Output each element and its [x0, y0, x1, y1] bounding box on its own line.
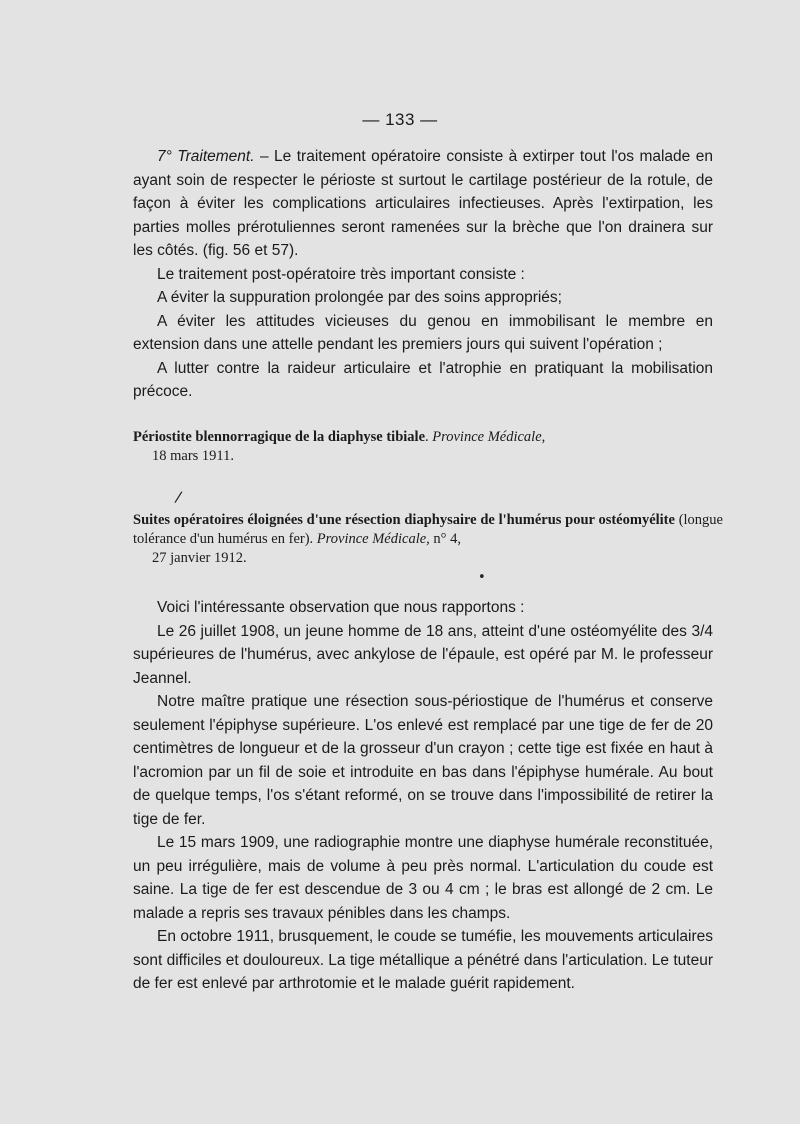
page-number: — 133 — — [362, 110, 438, 129]
reference-date: 27 janvier 1912. — [152, 550, 247, 566]
reference-entry — [133, 511, 723, 568]
treatment-paragraph: Le traitement post-opératoire très important consiste : — [157, 265, 525, 283]
ink-mark: • — [478, 570, 486, 585]
observation-paragraph: Le 15 mars 1909, une radiographie montre une diaphyse humérale reconstituée, un peu irrégulière, mais de volume à peu près normal. L'articulation du coude est saine. La tige de fer est descendue de 3 ou 4 cm ; le bras est allongé de 2 cm. Le malade a repris ses travaux pénibles dans les champs. — [133, 834, 713, 922]
treatment-paragraph — [133, 145, 713, 263]
reference-entry — [133, 428, 723, 466]
reference-issue: n° 4, — [429, 531, 461, 547]
observation-paragraph: Notre maître pratique une résection sous-périostique de l'humérus et conserve seulement l'épiphyse supérieure. L'os enlevé est remplacé par une tige de fer de 20 centimètres de longueur et de la grosseur d'un crayon ; cette tige est fixée en haut à l'acromion par un fil de soie et introduite en bas dans l'épiphyse humérale. Au bout de quelque temps, l'os s'étant reformé, on se trouve dans l'impossibilité de retirer la tige de fer. — [133, 693, 713, 828]
treatment-paragraph: A éviter les attitudes vicieuses du genou en immobilisant le membre en extension dans une attelle pendant les premiers jours qui suivent l'opération ; — [133, 312, 713, 353]
reference-journal: Province Médicale, — [316, 531, 430, 547]
reference-date: 18 mars 1911. — [152, 448, 235, 464]
observation-paragraph: En octobre 1911, brusquement, le coude se tuméfie, les mouvements articulaires sont difficiles et douloureux. La tige métallique a pénétré dans l'articulation. Le tuteur de fer est enlevé par arthrotomie et le malade guérit rapidement. — [133, 928, 713, 992]
observation-paragraph: Voici l'intéressante observation que nous rapportons : — [157, 599, 525, 616]
treatment-heading: 7° Traitement. — [157, 148, 255, 165]
reference-title: Suites opératoires éloignées d'une résection diaphysaire de l'humérus pour ostéomyélite — [133, 512, 675, 528]
reference-detail: (longue tolérance d'un humérus en fer). — [133, 512, 723, 547]
ink-mark: / — [173, 487, 184, 507]
reference-title: Périostite blennorragique de la diaphyse tibiale — [133, 429, 426, 445]
treatment-text: – Le traitement opératoire consiste à extirper tout l'os malade en ayant soin de respecter le périoste st surtout le cartilage postérieur de la rotule, de façon à éviter les complications articulaires infectieuses. Après l'extirpation, les parties molles prérotuliennes seront ramenées sur la brèche que l'on drainera sur les côtés. (fig. 56 et 57). — [133, 148, 713, 259]
treatment-paragraph: A lutter contre la raideur articulaire et l'atrophie en pratiquant la mobilisation précoce. — [133, 359, 713, 400]
observation-section — [133, 596, 713, 996]
treatment-section — [133, 145, 713, 404]
reference-separator: . — [425, 429, 433, 445]
treatment-paragraph: A éviter la suppuration prolongée par des soins appropriés; — [157, 289, 562, 306]
observation-paragraph: Le 26 juillet 1908, un jeune homme de 18 ans, atteint d'une ostéomyélite des 3/4 supérieures de l'humérus, avec ankylose de l'épaule, est opéré par M. le professeur Jeannel. — [133, 622, 713, 687]
reference-journal: Province Médicale, — [432, 429, 546, 445]
